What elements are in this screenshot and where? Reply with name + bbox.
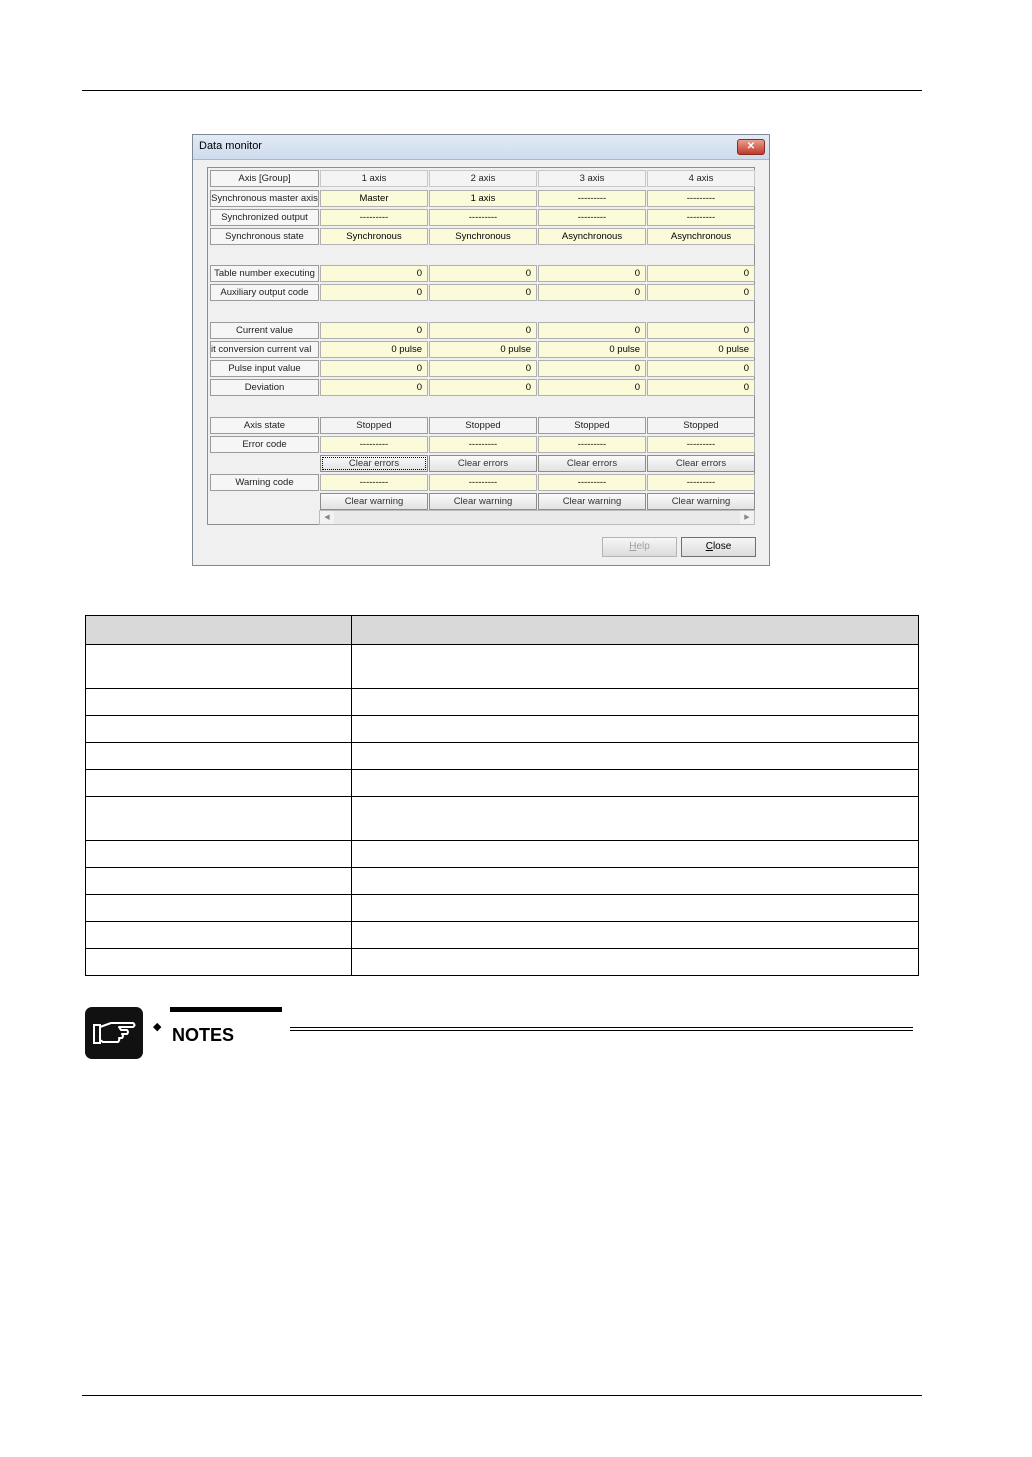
error-code-1: --------- <box>320 436 428 453</box>
label-axis-group: Axis [Group] <box>210 170 319 187</box>
clear-warning-button-4[interactable]: Clear warning <box>647 493 755 510</box>
clear-warning-button-1[interactable]: Clear warning <box>320 493 428 510</box>
sync-output-4: --------- <box>647 209 755 226</box>
warning-code-2: --------- <box>429 474 537 491</box>
pointing-hand-icon <box>85 1007 143 1059</box>
label-table-number: Table number executing <box>210 265 319 282</box>
pulse-input-2: 0 <box>429 360 537 377</box>
table-header-cell-1 <box>86 616 352 645</box>
footer-rule <box>82 1395 922 1396</box>
table-cell <box>86 743 352 770</box>
deviation-1: 0 <box>320 379 428 396</box>
close-button[interactable] <box>681 537 756 557</box>
error-code-2: --------- <box>429 436 537 453</box>
diamond-icon: ◆ <box>153 1021 162 1033</box>
current-value-3: 0 <box>538 322 646 339</box>
label-pulse-input: Pulse input value <box>210 360 319 377</box>
sync-master-1: Master <box>320 190 428 207</box>
deviation-4: 0 <box>647 379 755 396</box>
table-cell <box>352 743 919 770</box>
horizontal-scrollbar[interactable] <box>319 510 755 525</box>
monitor-grid <box>207 167 755 525</box>
pulse-input-4: 0 <box>647 360 755 377</box>
close-mnemonic: C <box>705 541 713 552</box>
sync-state-3: Asynchronous <box>538 228 646 245</box>
unit-conversion-2: 0 pulse <box>429 341 537 358</box>
column-header-1: 1 axis <box>320 170 428 187</box>
table-row <box>86 841 919 868</box>
aux-output-1: 0 <box>320 284 428 301</box>
table-cell <box>86 868 352 895</box>
axis-state-2: Stopped <box>429 417 537 434</box>
current-value-4: 0 <box>647 322 755 339</box>
clear-errors-button-1[interactable]: Clear errors <box>320 455 428 472</box>
table-row <box>86 716 919 743</box>
notes-title-bar <box>170 1007 282 1012</box>
header-rule <box>82 90 922 91</box>
axis-state-3: Stopped <box>538 417 646 434</box>
sync-output-2: --------- <box>429 209 537 226</box>
label-deviation: Deviation <box>210 379 319 396</box>
table-cell <box>352 716 919 743</box>
label-error-code: Error code <box>210 436 319 453</box>
table-number-2: 0 <box>429 265 537 282</box>
table-row <box>86 743 919 770</box>
description-table <box>85 615 919 976</box>
label-axis-state: Axis state <box>210 417 319 434</box>
sync-master-2: 1 axis <box>429 190 537 207</box>
clear-errors-button-2[interactable]: Clear errors <box>429 455 537 472</box>
table-header-cell-2 <box>352 616 919 645</box>
aux-output-3: 0 <box>538 284 646 301</box>
table-number-1: 0 <box>320 265 428 282</box>
table-row <box>86 797 919 841</box>
sync-master-3: --------- <box>538 190 646 207</box>
table-cell <box>86 689 352 716</box>
current-value-1: 0 <box>320 322 428 339</box>
sync-output-1: --------- <box>320 209 428 226</box>
table-cell <box>352 868 919 895</box>
table-cell <box>352 841 919 868</box>
warning-code-4: --------- <box>647 474 755 491</box>
clear-errors-button-4[interactable]: Clear errors <box>647 455 755 472</box>
table-row <box>86 922 919 949</box>
sync-state-2: Synchronous <box>429 228 537 245</box>
table-cell <box>86 841 352 868</box>
label-sync-state: Synchronous state <box>210 228 319 245</box>
clear-warning-button-2[interactable]: Clear warning <box>429 493 537 510</box>
table-cell <box>86 770 352 797</box>
unit-conversion-4: 0 pulse <box>647 341 755 358</box>
label-sync-output: Synchronized output <box>210 209 319 226</box>
table-row <box>86 949 919 976</box>
error-code-3: --------- <box>538 436 646 453</box>
table-row <box>86 645 919 689</box>
warning-code-1: --------- <box>320 474 428 491</box>
table-number-3: 0 <box>538 265 646 282</box>
table-cell <box>86 895 352 922</box>
table-row <box>86 770 919 797</box>
data-monitor-dialog <box>192 134 770 566</box>
deviation-2: 0 <box>429 379 537 396</box>
pulse-input-3: 0 <box>538 360 646 377</box>
column-header-3: 3 axis <box>538 170 646 187</box>
unit-conversion-1: 0 pulse <box>320 341 428 358</box>
table-number-4: 0 <box>647 265 755 282</box>
aux-output-2: 0 <box>429 284 537 301</box>
sync-state-1: Synchronous <box>320 228 428 245</box>
notes-rule-bottom <box>290 1030 913 1031</box>
column-header-2: 2 axis <box>429 170 537 187</box>
table-cell <box>86 922 352 949</box>
help-button[interactable] <box>602 537 677 557</box>
aux-output-4: 0 <box>647 284 755 301</box>
label-warning-code: Warning code <box>210 474 319 491</box>
dialog-titlebar <box>193 135 769 160</box>
warning-code-3: --------- <box>538 474 646 491</box>
notes-rule-top <box>290 1027 913 1028</box>
sync-state-4: Asynchronous <box>647 228 755 245</box>
axis-state-4: Stopped <box>647 417 755 434</box>
notes-title: NOTES <box>172 1025 235 1045</box>
table-cell <box>86 949 352 976</box>
table-cell <box>352 895 919 922</box>
table-cell <box>86 797 352 841</box>
label-sync-master: Synchronous master axis <box>210 190 319 207</box>
sync-master-4: --------- <box>647 190 755 207</box>
table-cell <box>352 949 919 976</box>
close-label-rest: lose <box>712 541 732 552</box>
table-cell <box>352 922 919 949</box>
table-cell <box>86 716 352 743</box>
table-cell <box>352 797 919 841</box>
clear-warning-button-3[interactable]: Clear warning <box>538 493 646 510</box>
scroll-left-icon[interactable]: ◀ <box>320 511 334 524</box>
table-row <box>86 689 919 716</box>
label-unit-conversion: it conversion current val <box>210 341 319 358</box>
table-cell <box>352 689 919 716</box>
table-header-row <box>86 616 919 645</box>
close-icon[interactable]: ✕ <box>737 139 765 155</box>
column-header-4: 4 axis <box>647 170 755 187</box>
label-current-value: Current value <box>210 322 319 339</box>
unit-conversion-3: 0 pulse <box>538 341 646 358</box>
help-mnemonic: H <box>629 541 637 552</box>
deviation-3: 0 <box>538 379 646 396</box>
table-row <box>86 895 919 922</box>
error-code-4: --------- <box>647 436 755 453</box>
sync-output-3: --------- <box>538 209 646 226</box>
label-aux-output: Auxiliary output code <box>210 284 319 301</box>
table-cell <box>352 770 919 797</box>
clear-errors-button-3[interactable]: Clear errors <box>538 455 646 472</box>
axis-state-1: Stopped <box>320 417 428 434</box>
scroll-right-icon[interactable]: ▶ <box>740 511 754 524</box>
help-label-rest: elp <box>636 541 650 552</box>
pulse-input-1: 0 <box>320 360 428 377</box>
dialog-title: Data monitor <box>199 140 262 152</box>
table-cell <box>86 645 352 689</box>
table-row <box>86 868 919 895</box>
current-value-2: 0 <box>429 322 537 339</box>
table-cell <box>352 645 919 689</box>
